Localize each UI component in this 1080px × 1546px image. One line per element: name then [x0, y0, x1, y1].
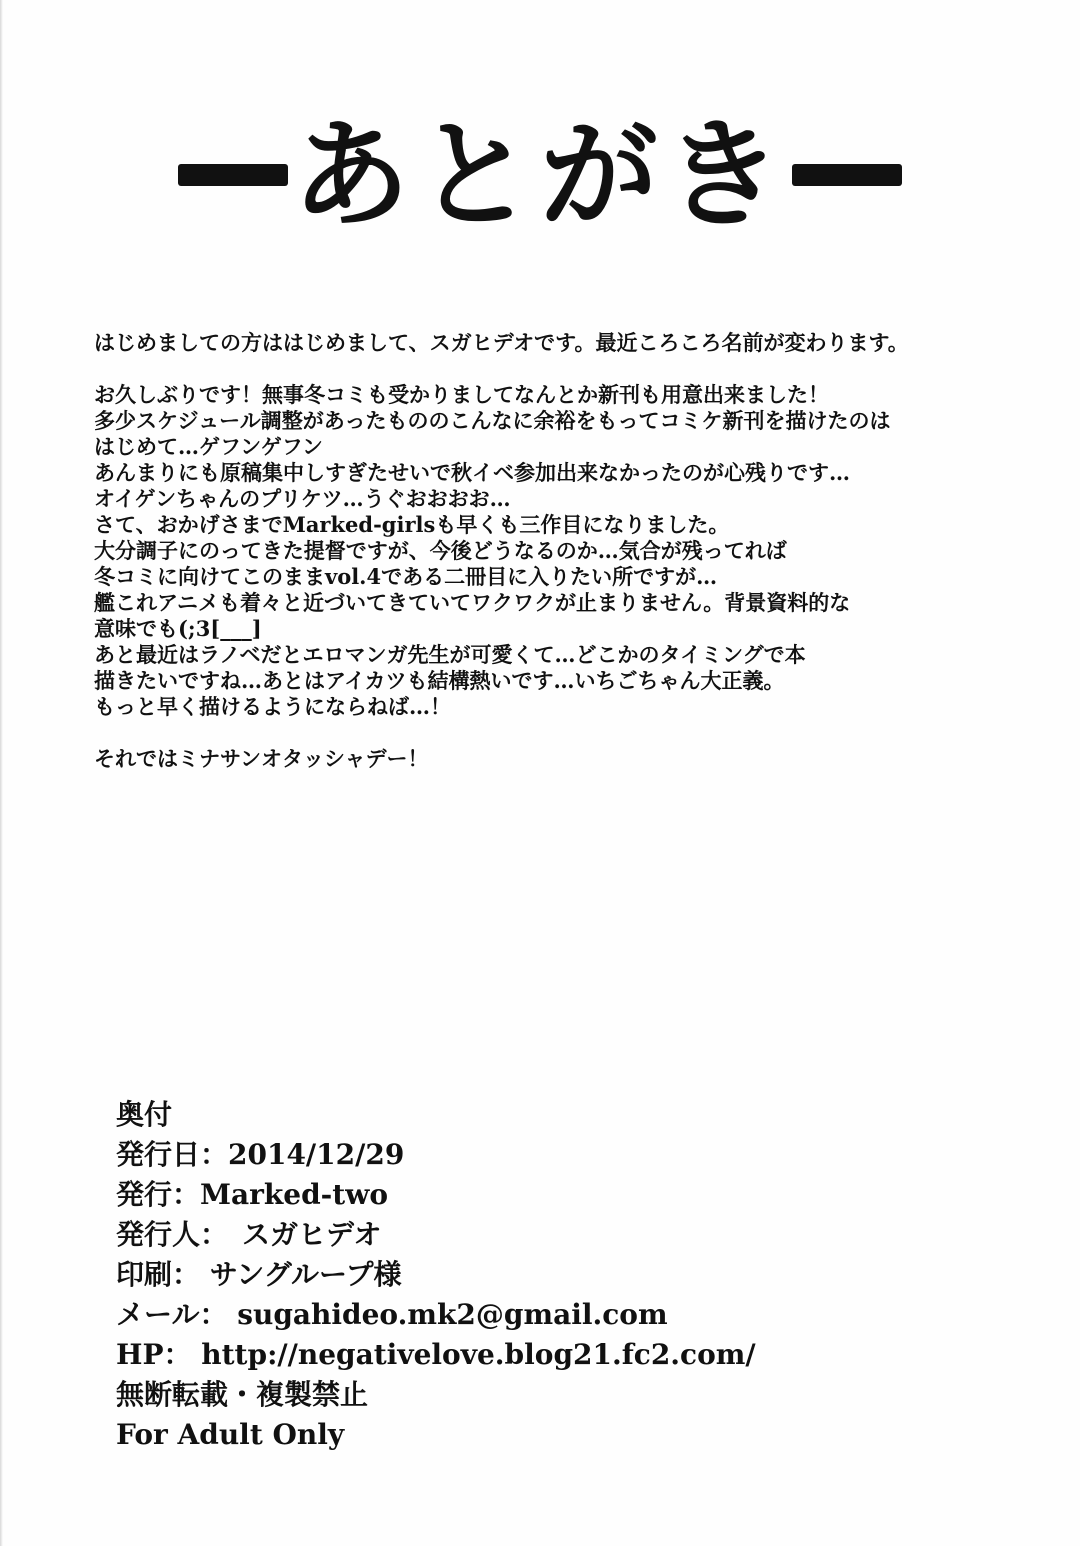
body-line: もっと早く描けるようにならねば…！ — [94, 694, 451, 719]
body-line: さて、おかげさまでMarked-girlsも早くも三作目になりました。 — [94, 512, 730, 537]
closing-line: それではミナサンオタッシャデー！ — [94, 746, 429, 771]
afterword-closing — [94, 746, 1034, 772]
colophon-heading: 奥付 — [116, 1098, 173, 1131]
publisher: 発行：Marked-two — [116, 1178, 389, 1211]
body-line: オイゲンちゃんのプリケツ…うぐおおおお… — [94, 486, 511, 511]
body-line: 大分調子にのってきた提督ですが、今後どうなるのか…気合が残ってれば — [94, 538, 787, 563]
copy-notice: 無断転載・複製禁止 — [116, 1378, 369, 1411]
publish-date: 発行日：2014/12/29 — [116, 1138, 405, 1171]
hp-url: http://negativelove.blog21.fc2.com/ — [201, 1338, 756, 1371]
email-address: sugahideo.mk2@gmail.com — [237, 1298, 668, 1331]
body-line: あんまりにも原稿集中しすぎたせいで秋イベ参加出来なかったのが心残りです… — [94, 460, 850, 485]
paragraph-gap — [94, 720, 1034, 746]
printer: 印刷： サングループ様 — [116, 1258, 402, 1291]
colophon — [116, 1095, 1016, 1455]
issuer: 発行人： スガヒデオ — [116, 1218, 382, 1251]
body-line: 艦これアニメも着々と近づいてきていてワクワクが止まりません。背景資料的な — [94, 590, 851, 615]
hp-label: HP： — [116, 1338, 192, 1371]
email-label: メール： — [116, 1298, 228, 1331]
title-text: あとがき — [291, 106, 788, 244]
afterword-body — [94, 382, 1034, 720]
body-line: あと最近はラノベだとエロマンガ先生が可愛くて…どこかのタイミングで本 — [94, 642, 806, 667]
afterword-intro — [94, 330, 1034, 356]
adult-notice: For Adult Only — [116, 1418, 345, 1451]
paragraph-gap — [94, 356, 1034, 382]
hp-line — [116, 1335, 1016, 1375]
page-title — [0, 100, 1080, 250]
title-dash-right — [792, 164, 902, 186]
body-line: お久しぶりです！無事冬コミも受かりましてなんとか新刊も用意出来ました！ — [94, 382, 829, 407]
title-dash-left — [178, 164, 288, 186]
body-line: 意味でも(;3[___] — [94, 616, 262, 641]
body-line: 描きたいですね…あとはアイカツも結構熱いです…いちごちゃん大正義。 — [94, 668, 785, 693]
body-line: はじめて…ゲフンゲフン — [94, 434, 323, 459]
body-line: 冬コミに向けてこのままvol.4である二冊目に入りたい所ですが… — [94, 564, 718, 589]
afterword-text — [94, 330, 1034, 772]
intro-line: はじめましての方ははじめまして、スガヒデオです。最近ころころ名前が変わります。 — [94, 330, 909, 355]
body-line: 多少スケジュール調整があったもののこんなに余裕をもってコミケ新刊を描けたのは — [94, 408, 891, 433]
email-line — [116, 1295, 1016, 1335]
